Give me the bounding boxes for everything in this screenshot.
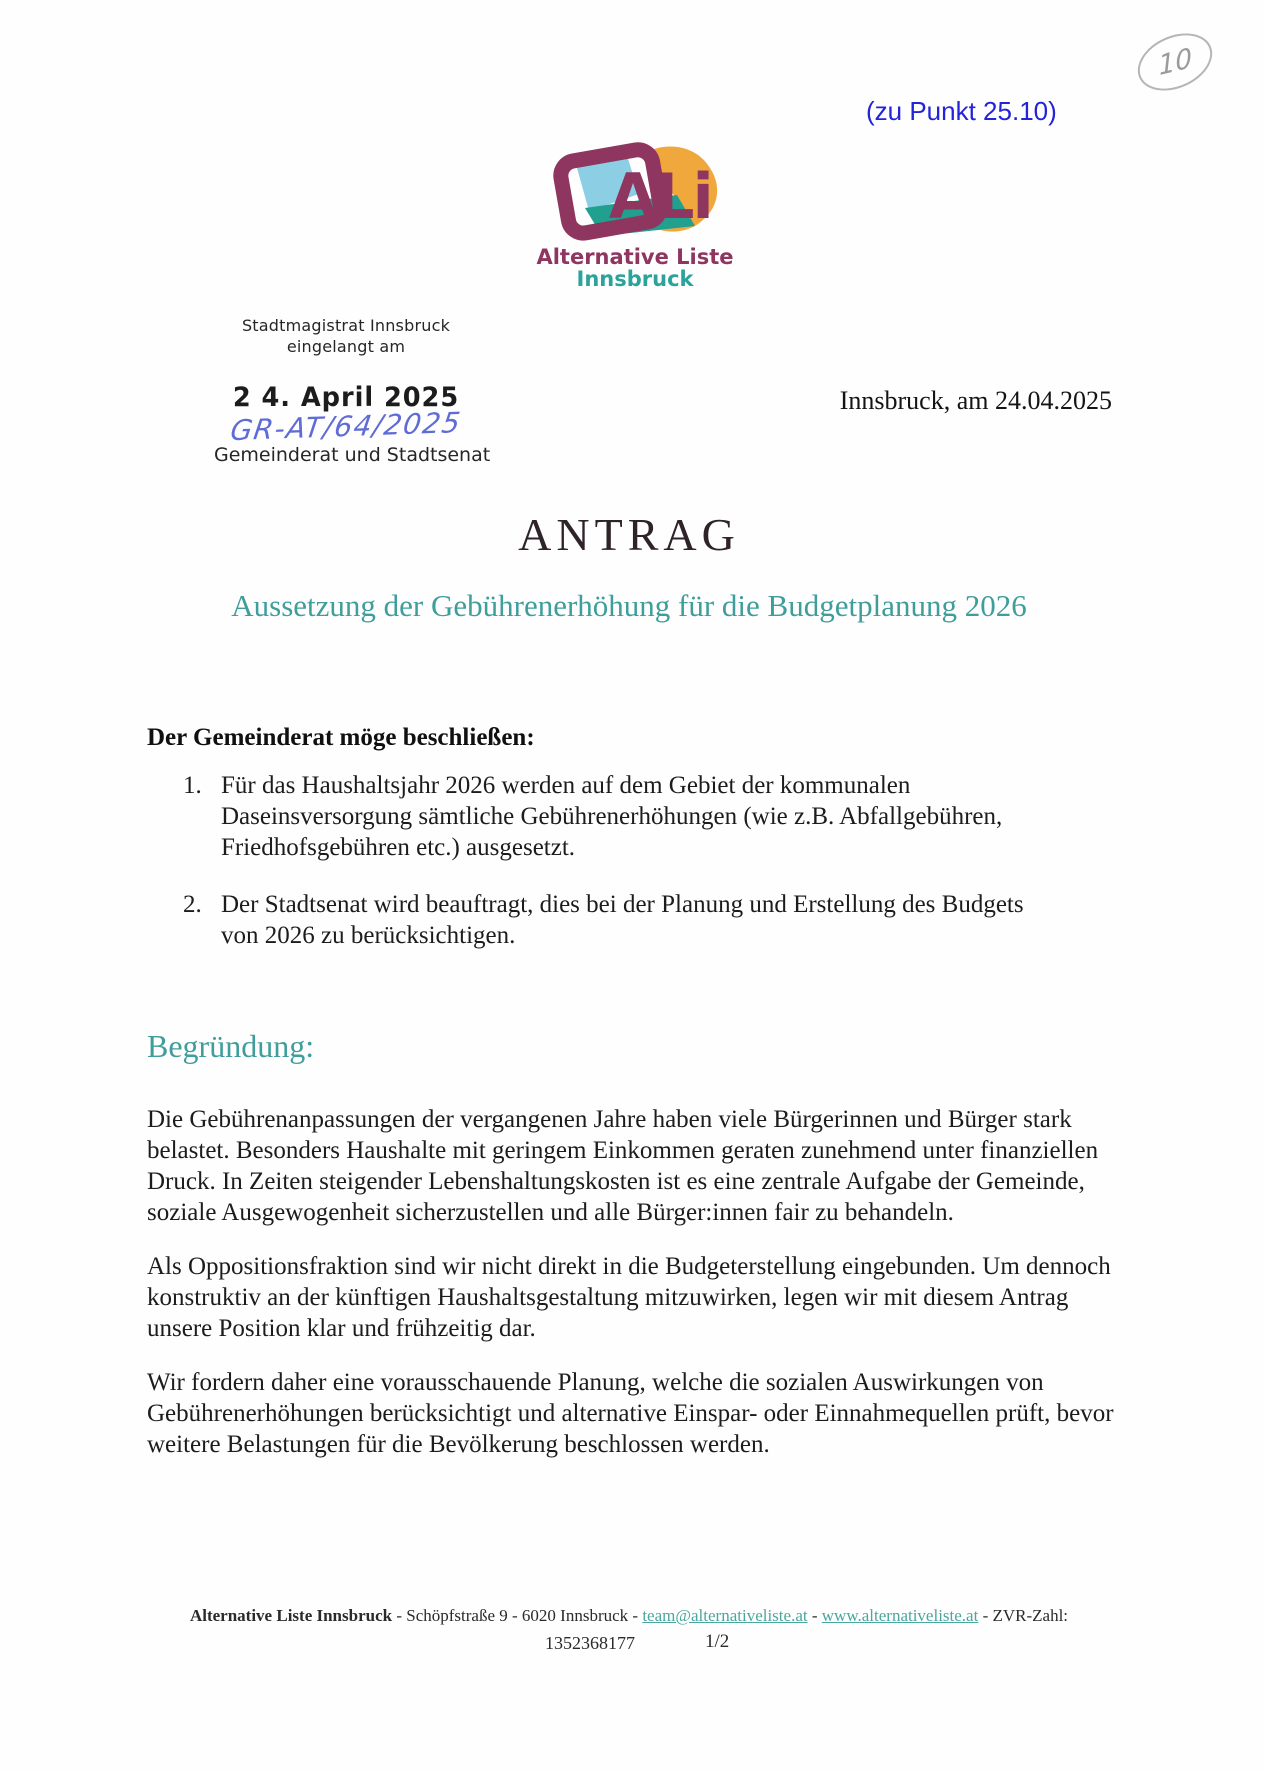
- handwritten-circled-number: [1129, 22, 1221, 101]
- resolution-item-text: Für das Haushaltsjahr 2026 werden auf dem Gebiet der kommunalen Daseinsversorgung sämtliche Gebührenerhöhungen (wie z.B. Abfallgebühren, Friedhofsgebühren etc.) ausgesetzt.: [221, 772, 1003, 861]
- svg-text:ALi: ALi: [609, 160, 712, 233]
- footer-website-link[interactable]: www.alternativeliste.at: [821, 1606, 979, 1625]
- justification-body: [147, 1104, 1115, 1483]
- stamp-department: Gemeinderat und Stadtsenat: [214, 444, 491, 466]
- stamp-received-label: eingelangt am: [286, 337, 406, 356]
- resolution-item-number: 1.: [183, 772, 202, 799]
- document-subtitle: Aussetzung der Gebührenerhöhung für die Budgetplanung 2026: [231, 588, 1027, 623]
- agenda-reference-note: (zu Punkt 25.10): [866, 96, 1057, 126]
- receipt-stamp: [214, 316, 491, 466]
- footer-email-link[interactable]: team@alternativeliste.at: [642, 1606, 808, 1625]
- dateline: Innsbruck, am 24.04.2025: [839, 386, 1112, 415]
- stamp-date: 2 4. April 2025: [232, 382, 460, 413]
- alternative-liste-logo-icon: [545, 138, 725, 242]
- logo-org-city: Innsbruck: [576, 267, 694, 292]
- footer-contact-line: [0, 1606, 1258, 1626]
- footer-separator: -: [807, 1606, 822, 1625]
- justification-paragraph: Als Oppositionsfraktion sind wir nicht direkt in die Budgeterstellung eingebunden. Um dennoch konstruktiv an der künftigen Haushaltsgestaltung mitzuwirken, legen wir mit diesem Antrag unsere Position klar und frühzeitig dar.: [147, 1253, 1111, 1342]
- resolution-item: [183, 770, 1083, 863]
- page-number: 1/2: [705, 1631, 730, 1652]
- stamp-authority: Stadtmagistrat Innsbruck: [241, 316, 451, 335]
- justification-paragraph: Die Gebührenanpassungen der vergangenen Jahre haben viele Bürgerinnen und Bürger stark belastet. Besonders Haushalte mit geringem Einkommen geraten zunehmend unter finanziellen Druck. In Zeiten steigender Lebenshaltungskosten ist es eine zentrale Aufgabe der Gemeinde, soziale Ausgewogenheit sicherzustellen und alle Bürger:innen fair zu behandeln.: [147, 1106, 1099, 1226]
- footer-org-name: Alternative Liste Innsbruck: [189, 1606, 393, 1625]
- justification-heading: Begründung:: [147, 1028, 315, 1064]
- resolution-heading: Der Gemeinderat möge beschließen:: [147, 724, 535, 751]
- footer-address: - Schöpfstraße 9 - 6020 Innsbruck -: [392, 1606, 643, 1625]
- resolution-item: [183, 889, 1083, 951]
- resolution-item-number: 2.: [183, 891, 202, 918]
- document-title: ANTRAG: [518, 509, 740, 560]
- justification-paragraph: Wir fordern daher eine vorausschauende Planung, welche die sozialen Auswirkungen von Gebührenerhöhungen berücksichtigt und alternative Einspar- oder Einnahmequellen prüft, bevor weitere Belastungen für die Bevölkerung beschlossen werden.: [147, 1369, 1114, 1458]
- resolution-item-text: Der Stadtsenat wird beauftragt, dies bei der Planung und Erstellung des Budgets von 2026 zu berücksichtigen.: [221, 891, 1024, 949]
- footer-zvr-label: - ZVR-Zahl:: [978, 1606, 1069, 1625]
- handwritten-file-number: GR-AT/64/2025: [228, 405, 464, 448]
- logo-org-name: Alternative Liste: [536, 245, 734, 269]
- party-logo: [505, 138, 765, 290]
- footer-zvr-number: 1352368177: [545, 1633, 635, 1653]
- resolution-list: [183, 770, 1083, 977]
- circled-number-text: 10: [1157, 42, 1193, 82]
